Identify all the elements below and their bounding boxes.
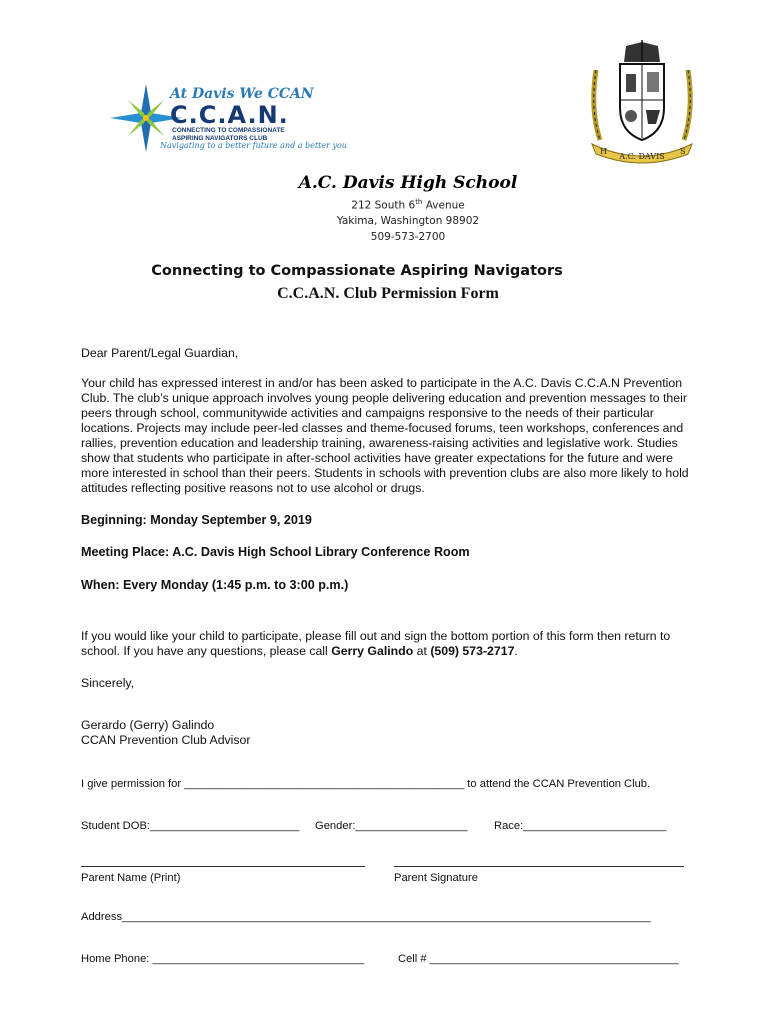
contact-phone: (509) 573-2717 [430,644,515,658]
logo-subline-2: ASPIRING NAVIGATORS CLUB [172,135,268,142]
race-field[interactable]: Race:_______________________ [494,820,667,832]
parent-signature-line[interactable] [394,866,684,867]
student-dob-field[interactable]: Student DOB:________________________ [81,820,300,832]
school-phone: 509-573-2700 [370,231,446,243]
crest-left-letter: H [600,147,607,156]
home-phone-field[interactable]: Home Phone: __________________________________ [81,953,365,965]
meeting-place: Meeting Place: A.C. Davis High School Library Conference Room [81,545,470,559]
logo-subline-1: CONNECTING TO COMPASSIONATE [172,127,285,134]
form-title-line2: C.C.A.N. Club Permission Form [277,285,499,302]
beginning-date: Beginning: Monday September 9, 2019 [81,513,312,527]
contact-name: Gerry Galindo [331,644,414,658]
crest-banner: A.C. DAVIS [619,152,665,161]
form-title-line1: Connecting to Compassionate Aspiring Navigators [151,263,563,279]
parent-name-label: Parent Name (Print) [81,872,181,884]
greeting: Dear Parent/Legal Guardian, [81,346,239,360]
school-address-line1: 212 South 6th Avenue [351,198,465,212]
logo-motto: Navigating to a better future and a better you [160,141,347,150]
school-address-line2: Yakima, Washington 98902 [336,215,480,227]
address-field[interactable]: Address_____________________________________________________________________________________ [81,911,651,923]
closing: Sincerely, [81,676,135,690]
school-name: A.C. Davis High School [298,173,518,193]
signer-title: CCAN Prevention Club Advisor [81,733,251,747]
cell-field[interactable]: Cell # ________________________________________ [398,953,679,965]
school-crest-icon [586,40,698,164]
logo-tagline: At Davis We CCAN [170,86,314,102]
parent-name-line[interactable] [81,866,365,867]
paragraph-intro: Your child has expressed interest in and/or has been asked to participate in the A.C. Davis C.C.A.N Prevention Club. The club’s unique approach involves young people delivering education and prevention messages to their peers through school, communitywide activities and campaigns responsive to the needs of their particular locations. Projects may include peer-led classes and theme-focused forums, teen workshops, conferences and rallies, prevention education and leadership training, awareness-raising activities and legislative work. Studies show that students who participate in after-school activities have greater expectations for the future and were more interested in school than their peers. Students in schools with prevention clubs are also more likely to hold attitudes reflecting positive reasons not to use alcohol or drugs. [81,376,689,495]
signer-name: Gerardo (Gerry) Galindo [81,718,215,732]
paragraph-instructions: If you would like your child to participate, please fill out and sign the bottom portion of this form then return to school. If you have any questions, please call Gerry Galindo at (509) 573-2717. [81,629,671,658]
crest-right-letter: S [680,147,686,156]
parent-signature-label: Parent Signature [394,872,478,884]
permission-field[interactable]: I give permission for _____________________________________________ to attend the CCAN Prevention Club. [81,778,651,790]
meeting-time: When: Every Monday (1:45 p.m. to 3:00 p.m.) [81,578,349,592]
gender-field[interactable]: Gender:__________________ [315,820,468,832]
logo-name: C.C.A.N. [170,101,289,129]
